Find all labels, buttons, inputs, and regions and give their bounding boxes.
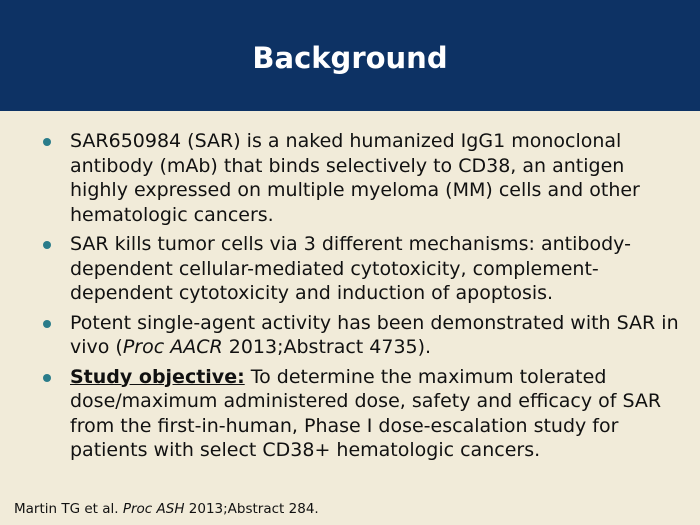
bullet-list: [40, 129, 680, 468]
bullet-item: [40, 311, 680, 360]
bullet-text: [70, 366, 661, 462]
bullet-item: [40, 129, 680, 227]
bullet-text: SAR kills tumor cells via 3 different mechanisms: antibody-dependent cellular-mediated cytotoxicity, complement-dependent cytotoxicity and induction of apoptosis.: [70, 233, 631, 304]
citation-journal: Proc AACR: [122, 336, 223, 358]
study-objective-text: To determine the maximum tolerated dose/maximum administered dose, safety and efficacy of SAR from the first-in-human, Phase I dose-escalation study for patients with select CD38+ hematologic cancers.: [70, 365, 662, 461]
bullet-dot-icon: [43, 138, 51, 146]
title-bar: [0, 0, 700, 111]
bullet-dot-icon: [43, 241, 51, 249]
footer-authors: Martin TG et al.: [14, 501, 123, 517]
bullet-dot-icon: [43, 320, 51, 328]
slide-title: Background: [252, 41, 448, 75]
footer-journal: Proc ASH: [122, 501, 185, 517]
study-objective-label: Study objective:: [70, 365, 245, 388]
bullet-text: SAR650984 (SAR) is a naked humanized IgG1 monoclonal antibody (mAb) that binds selectively to CD38, an antigen highly expressed on multiple myeloma (MM) cells and other hematologic cancers.: [70, 130, 640, 226]
bullet-text-before: Potent single-agent activity has been demonstrated with SAR in vivo (: [70, 311, 679, 358]
bullet-item: [40, 232, 680, 306]
bullet-text: [70, 312, 679, 359]
footer-citation: [14, 500, 319, 518]
bullet-dot-icon: [43, 374, 51, 382]
footer-rest: 2013;Abstract 284.: [184, 501, 319, 517]
bullet-text-after: 2013;Abstract 4735).: [222, 336, 432, 358]
bullet-item: [40, 365, 680, 463]
